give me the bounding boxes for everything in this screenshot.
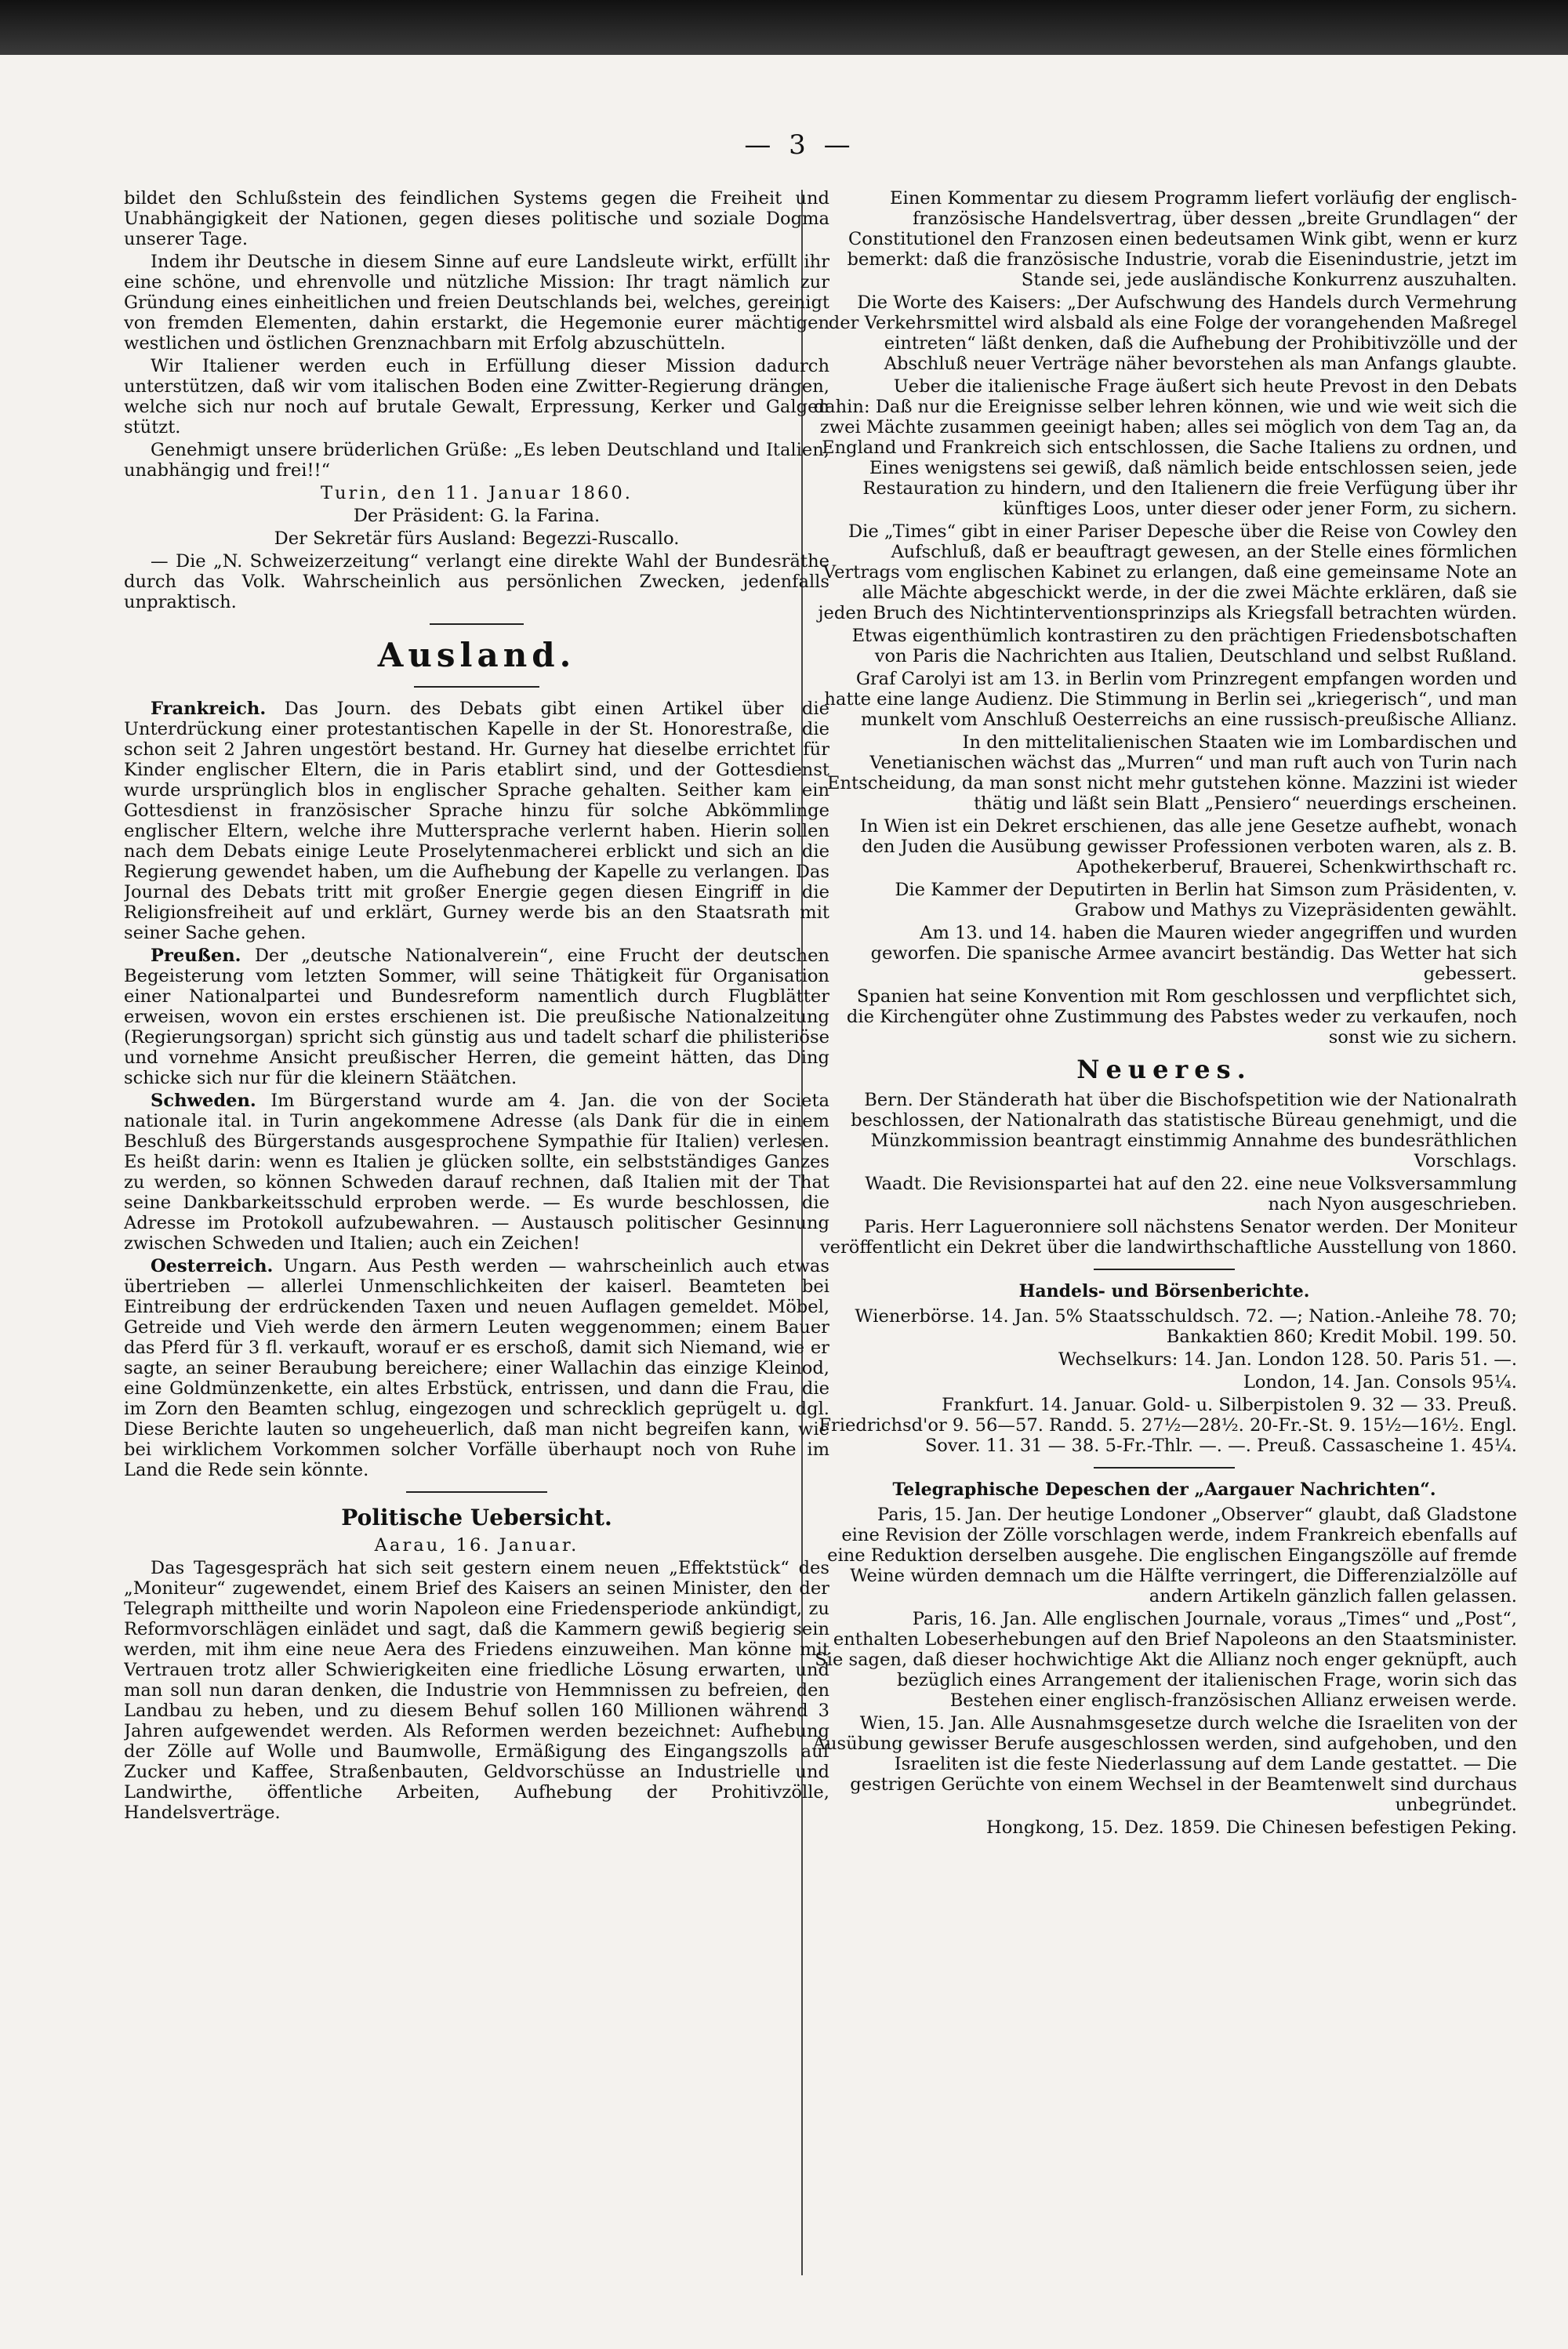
section-heading-neueres: Neueres. [1076, 1055, 1252, 1084]
paragraph: — Die „N. Schweizerzeitung“ verlangt eine direkte Wahl der Bundesräthe durch das Volk. Wahrscheinlich aus persönlichen Zwecken, jedenfalls unpraktisch. [124, 551, 829, 612]
paragraph: Am 13. und 14. haben die Mauren wieder angegriffen und wurden geworfen. Die spanische Armee avancirt beständig. Das Wetter hat sich gebessert. [870, 923, 1517, 984]
article-politik: Das Tagesgespräch hat sich seit gestern einem neuen „Effektstück“ des „Moniteur“ zugewendet, einem Brief des Kaisers an seinen Minister, den der Telegraph mittheilte und worin Napoleon eine Friedensperiode ankündigt, zu Reformvorschlägen einlädet und sagt, daß die Kammern gewiß begierig sein werden, mit ihm eine neue Aera des Friedens einzuweihen. Man könne mit Vertrauen trotz aller Schwierigkeiten eine friedliche Lösung erwarten, und man soll nun daran denken, die Industrie von Hemmnissen zu befreien, den Landbau zu heben, und zu diesem Behuf sollen 160 Millionen während 3 Jahren aufgewendet werden. Als Reformen werden bezeichnet: Aufhebung der Zölle auf Wolle und Baumwolle, Ermäßigung des Eingangszolls auf Zucker und Kaffee, Straßenbauten, Geldvorschüsse an Industrielle und Landwirthe, öffentliche Arbeiten, Aufhebung der Prohitivzölle, Handelsverträge. [124, 1558, 829, 1823]
right-column [811, 188, 1517, 2274]
left-column [124, 188, 829, 2274]
section-heading-telegraphische: Telegraphische Depeschen der „Aargauer Nachrichten“. [892, 1479, 1436, 1500]
dateline: Turin, den 11. Januar 1860. [320, 483, 633, 503]
rule [414, 686, 539, 688]
market-report: Wechselkurs: 14. Jan. London 128. 50. Paris 51. —. [1058, 1349, 1517, 1370]
country-label: Frankreich. [151, 699, 267, 719]
paragraph: Etwas eigenthümlich kontrastiren zu den prächtigen Friedensbotschaften von Paris die Nachrichten aus Italien, Deutschland und selbst Rußland. [851, 626, 1517, 666]
paragraph: Einen Kommentar zu diesem Programm liefert vorläufig der englisch-französische Handelsvertrag, über dessen „breite Grundlagen“ der Constitutionel den Franzosen einen bedeutsamen Wink gibt, wenn er kurz bemerkt: daß die französische Industrie, vorab die Eisenindustrie, jetzt im Stande sei, jede ausländische Konkurrenz auszuhalten. [847, 188, 1517, 290]
country-label: Schweden. [151, 1091, 256, 1111]
article-preussen: Der „deutsche Nationalverein“, eine Frucht der deutschen Begeisterung vom letzten Sommer, will seine Thätigkeit für Organisation einer Nationalpartei und Bundesreform namentlich durch Flugblätter erweisen, wovon ein erstes erschienen ist. Die preußische Nationalzeitung (Regierungsorgan) spricht sich günstig aus und tadelt scharf die philisteriöse und vornehme Ansicht preußischer Herren, die gemeint hätten, das Ding schicke sich nur für die kleinern Stäätchen. [124, 946, 829, 1088]
dateline: Aarau, 16. Januar. [374, 1535, 579, 1556]
signature-president: Der Präsident: G. la Farina. [353, 506, 601, 526]
paragraph: Waadt. Die Revisionspartei hat auf den 22. eine neue Volksversammlung nach Nyon ausgeschrieben. [865, 1174, 1517, 1214]
dispatch: Paris, 16. Jan. Alle englischen Journale, voraus „Times“ und „Post“, enthalten Lobeserhebungen auf den Brief Napoleons an den Staatsminister. Sie sagen, daß dieser hochwichtige Akt die Allianz noch enger geknüpft, auch bezüglich eines Arrangement der italienischen Frage, worin sich das Bestehen einer englisch-französischen Allianz erweisen werde. [815, 1609, 1517, 1711]
section-heading-boerse: Handels- und Börsenberichte. [1018, 1281, 1310, 1302]
country-label: Oesterreich. [151, 1256, 274, 1276]
paragraph: Bern. Der Ständerath hat über die Bischofspetition wie der Nationalrath beschlossen, der Nationalrath das statistische Büreau genehmigt, und die Münzkommission beantragt einstimmig Annahme des bundesräthlichen Vorschlags. [851, 1090, 1517, 1171]
signature-secretary: Der Sekretär fürs Ausland: Begezzi-Ruscallo. [274, 528, 680, 549]
paragraph: Die „Times“ gibt in einer Pariser Depesche über die Reise von Cowley den Aufschluß, daß er beauftragt gewesen, an der Stelle eines förmlichen Vertrags vom englischen Kabinet zu erlangen, daß eine gemeinsame Note an alle Mächte abgeschickt werde, in der die zwei Mächte erklären, daß sie jeden Bruch des Nichtinterventionsprinzips als Kriegsfall betrachten würden. [818, 521, 1517, 623]
rule [1094, 1467, 1235, 1469]
rule [430, 623, 524, 625]
market-report: Wienerbörse. 14. Jan. 5% Staatsschuldsch. 72. —; Nation.-Anleihe 78. 70; Bankaktien 860; Kredit Mobil. 199. 50. [855, 1306, 1517, 1347]
dispatch: Wien, 15. Jan. Alle Ausnahmsgesetze durch welche die Israeliten von der Ausübung gewisser Berufe ausgeschlossen werden, sind aufgehoben, und den Israeliten ist die feste Niederlassung auf dem Lande gestattet. — Die gestrigen Gerüchte von einem Wechsel in der Beamtenwelt sind durchaus unbegründet. [812, 1713, 1517, 1815]
rule [406, 1491, 547, 1493]
paragraph: Wir Italiener werden euch in Erfüllung dieser Mission dadurch unterstützen, daß wir vom italischen Boden eine Zwitter-Regierung drängen, welche sich nur noch auf brutale Gewalt, Erpressung, Kerker und Galgen stützt. [124, 356, 829, 437]
rule [1094, 1269, 1235, 1270]
page-number: — 3 — [744, 129, 855, 161]
paragraph: Ueber die italienische Frage äußert sich heute Prevost in den Debats dahin: Daß nur die Ereignisse selber lehren können, wie und wie weit sich die zwei Mächte zusammen geeinigt haben; alles sei möglich von dem Tag an, da England und Frankreich sich entschlossen, die Sache Italiens zu ordnen, und Eines wenigstens sei gewiß, daß nämlich beide entschlossen seien, jede Restauration zu hindern, und den Italienern die freie Verfügung über ihr künftiges Loos, unter dieser oder jener Form, zu sichern. [813, 376, 1517, 519]
paragraph: bildet den Schlußstein des feindlichen Systems gegen die Freiheit und Unabhängigkeit der Nationen, gegen dieses politische und soziale Dogma unserer Tage. [124, 188, 829, 249]
article-oesterreich: Ungarn. Aus Pesth werden — wahrscheinlich auch etwas übertrieben — allerlei Unmenschlichkeiten der kaiserl. Beamteten bei Eintreibung der erdrückenden Taxen und neuen Auflagen gemeldet. Möbel, Getreide und Vieh werde den ärmern Leuten weggenommen; einem Bauer das Pferd für 3 fl. verkauft, worauf er es erschoß, damit sich Niemand, wie er sagte, an seiner Beraubung bereichere; einer Wallachin das einzige Kleinod, eine Goldmünzenkette, ein altes Erbstück, entrissen, und dann die Frau, die im Zorn den Beamten schlug, eingezogen und schrecklich geprügelt u. dgl. Diese Berichte lauten so ungeheuerlich, daß man nicht begreifen kann, wie bei wirklichem Vorkommen solcher Vorfälle überhaupt noch von Ruhe im Land die Rede sein könnte. [124, 1256, 829, 1480]
paragraph: In den mittelitalienischen Staaten wie im Lombardischen und Venetianischen wächst das „Murren“ und man ruft auch von Turin nach Entscheidung, da man sonst nicht mehr gutstehen könne. Mazzini ist wieder thätig und läßt sein Blatt „Pensiero“ neuerdings erscheinen. [826, 732, 1517, 814]
country-label: Preußen. [151, 946, 241, 966]
paragraph: Graf Carolyi ist am 13. in Berlin vom Prinzregent empfangen worden und hatte eine lange Audienz. Die Stimmung in Berlin sei „kriegerisch“, und man munkelt vom Anschluß Oesterreichs an eine russisch-preußische Allianz. [824, 669, 1517, 730]
section-heading-ausland: Ausland. [377, 636, 576, 674]
section-heading-politik: Politische Uebersicht. [341, 1505, 612, 1530]
article-frankreich: Das Journ. des Debats gibt einen Artikel über die Unterdrückung einer protestantischen Kapelle in der St. Honorestraße, die schon seit 2 Jahren ungestört bestand. Hr. Gurney hat dieselbe errichtet für Kinder englischer Eltern, die in Paris etablirt sind, und der Gottesdienst wurde ursprünglich blos in englischer Sprache gehalten. Seither kam ein Gottesdienst in französischer Sprache hinzu für solche Abkömmlinge englischer Eltern, welche ihre Muttersprache verlernt haben. Hierin sollen nach dem Debats einige Leute Proselytenmacherei erblickt und sich an die Regierung gewendet haben, um die Aufhebung der Kapelle zu verlangen. Das Journal des Debats tritt mit großer Energie gegen diesen Eingriff in die Religionsfreiheit auf und erklärt, Gurney werde bis an den Staatsrath mit seiner Sache gehen. [124, 699, 829, 943]
paragraph: Die Kammer der Deputirten in Berlin hat Simson zum Präsidenten, v. Grabow und Mathys zu Vizepräsidenten gewählt. [895, 880, 1517, 920]
paragraph: Die Worte des Kaisers: „Der Aufschwung des Handels durch Vermehrung der Verkehrsmittel wird alsbald als eine Folge der vorangehenden Maßregel eintreten“ läßt denken, daß die Aufhebung der Prohibitivzölle und der Abschluß neuer Verträge näher bevorstehen als man Anfangs glaubte. [828, 292, 1517, 374]
paragraph: Paris. Herr Lagueronniere soll nächstens Senator werden. Der Moniteur veröffentlicht ein Dekret über die landwirthschaftliche Ausstellung von 1860. [819, 1217, 1517, 1258]
paragraph: Indem ihr Deutsche in diesem Sinne auf eure Landsleute wirkt, erfüllt ihr eine schöne, und ehrenvolle und nützliche Mission: Ihr tragt nämlich zur Gründung eines einheitlichen und freien Deutschlands bei, welches, gereinigt von fremden Elementen, dahin erstarkt, die Hegemonie eurer mächtigen westlichen und östlichen Grenznachbarn mit Erfolg abzuschütteln. [124, 252, 829, 354]
paragraph: Genehmigt unsere brüderlichen Grüße: „Es leben Deutschland und Italien, unabhängig und frei!!“ [124, 440, 829, 481]
market-report: London, 14. Jan. Consols 95¼. [1243, 1372, 1517, 1392]
dispatch: Paris, 15. Jan. Der heutige Londoner „Observer“ glaubt, daß Gladstone eine Revision der Zölle vorschlagen werde, indem Frankreich ebenfalls auf eine Reduktion derselben ausgehe. Die englischen Eingangszölle auf fremde Weine würden demnach um die Hälfte verringert, die Differenzialzölle auf andern Artikeln gänzlich fallen gelassen. [827, 1505, 1517, 1607]
paragraph: In Wien ist ein Dekret erschienen, das alle jene Gesetze aufhebt, wonach den Juden die Ausübung gewisser Professionen verboten waren, als z. B. Apothekerberuf, Brauerei, Schenkwirthschaft rc. [859, 816, 1517, 877]
market-report: Frankfurt. 14. Januar. Gold- u. Silberpistolen 9. 32 — 33. Preuß. Friedrichsd'or 9. 56—57. Randd. 5. 27½—28½. 20-Fr.-St. 9. 15½—16½. Engl. Sover. 11. 31 — 38. 5-Fr.-Thlr. —. —. Preuß. Cassascheine 1. 45¼. [818, 1395, 1517, 1456]
article-schweden: Im Bürgerstand wurde am 4. Jan. die von der Societa nationale ital. in Turin angekommene Adresse (als Dank für die in einem Beschluß des Bürgerstands ausgesprochene Sympathie für Italien) verlesen. Es heißt darin: wenn es Italien je glücken sollte, ein selbstständiges Ganzes zu werden, so können Schweden darauf rechnen, daß Italien mit der That seine Dankbarkeitsschuld erproben werde. — Es wurde beschlossen, die Adresse im Protokoll aufzubewahren. — Austausch politischer Gesinnung zwischen Schweden und Italien; auch ein Zeichen! [124, 1091, 829, 1254]
paragraph: Spanien hat seine Konvention mit Rom geschlossen und verpflichtet sich, die Kirchengüter ohne Zustimmung des Pabstes weder zu verkaufen, noch sonst wie zu sichern. [846, 986, 1517, 1047]
scan-top-edge [0, 0, 1568, 55]
dispatch: Hongkong, 15. Dez. 1859. Die Chinesen befestigen Peking. [985, 1817, 1517, 1838]
